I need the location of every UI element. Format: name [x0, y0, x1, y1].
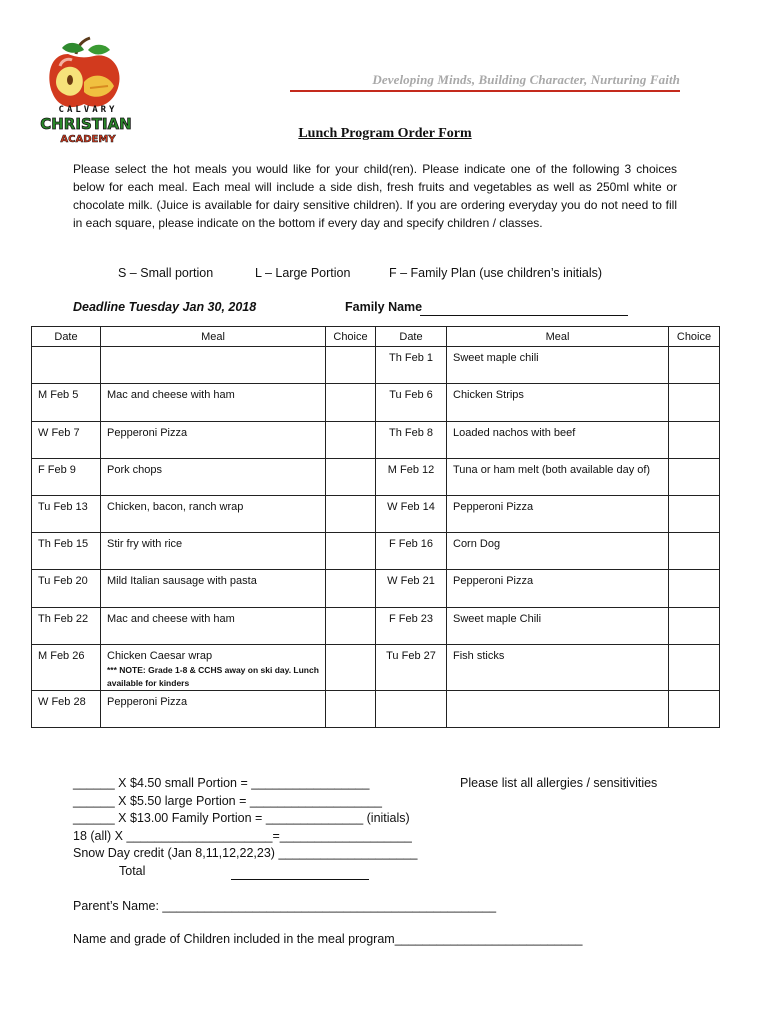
choice-cell[interactable]: [326, 691, 376, 728]
large-portion-line[interactable]: ______ X $5.50 large Portion = ___________________: [73, 793, 382, 808]
family-portion-line[interactable]: ______ X $13.00 Family Portion = ______________ (initials): [73, 811, 410, 825]
meal-cell: Pepperoni Pizza: [101, 422, 326, 459]
date-cell: M Feb 5: [32, 384, 101, 422]
table-row: [32, 384, 720, 422]
choice-cell[interactable]: [326, 645, 376, 691]
date-cell: [376, 691, 447, 728]
meal-cell: Loaded nachos with beef: [447, 422, 669, 459]
tagline-divider: [290, 90, 680, 92]
ski-day-note: *** NOTE: Grade 1-8 & CCHS away on ski day. Lunch available for kinders: [107, 665, 319, 688]
table-row: [32, 570, 720, 608]
date-cell: Th Feb 8: [376, 422, 447, 459]
table-row: [32, 496, 720, 533]
date-cell: W Feb 28: [32, 691, 101, 728]
page-title: Lunch Program Order Form: [298, 126, 472, 141]
snow-day-credit-line[interactable]: Snow Day credit (Jan 8,11,12,22,23) ____________________: [73, 846, 418, 860]
choice-cell[interactable]: [326, 384, 376, 422]
date-cell: Th Feb 22: [32, 608, 101, 645]
choice-cell[interactable]: [669, 459, 720, 496]
choice-cell[interactable]: [669, 496, 720, 533]
svg-text:ACADEMY: ACADEMY: [60, 134, 116, 145]
date-cell: Th Feb 1: [376, 347, 447, 384]
choice-cell[interactable]: [669, 570, 720, 608]
choice-cell[interactable]: [326, 347, 376, 384]
date-cell: W Feb 21: [376, 570, 447, 608]
meal-order-table: [31, 326, 720, 728]
total-label: Total: [119, 863, 146, 878]
meal-cell: Stir fry with rice: [101, 533, 326, 570]
header-meal-right: Meal: [447, 327, 669, 347]
meal-cell: Corn Dog: [447, 533, 669, 570]
header-meal-left: Meal: [101, 327, 326, 347]
meal-cell: Pepperoni Pizza: [447, 496, 669, 533]
total-line: [73, 863, 417, 881]
table-row: [32, 422, 720, 459]
date-cell: Th Feb 15: [32, 533, 101, 570]
svg-text:CALVARY: CALVARY: [58, 105, 118, 115]
table-header-row: [32, 327, 720, 347]
choice-cell[interactable]: [326, 608, 376, 645]
meal-cell: Mac and cheese with ham: [101, 608, 326, 645]
parents-name-field[interactable]: Parent’s Name: ________________________________________________: [73, 899, 497, 913]
header-choice-right: Choice: [669, 327, 720, 347]
meal-cell: Pepperoni Pizza: [447, 570, 669, 608]
choice-cell[interactable]: [669, 645, 720, 691]
instructions-paragraph: Please select the hot meals you would like for your child(ren). Please indicate one of the following 3 choices below for each meal. Each meal will include a side dish, fresh fruits and vegetables as well as 250ml white or chocolate milk. (Juice is available for dairy sensitive children). If you are ordering everyday you do not need to fill in each square, please indicate on the bottom if every day and specify children / classes.: [73, 162, 677, 230]
date-cell: M Feb 12: [376, 459, 447, 496]
meal-cell: [101, 645, 326, 691]
choice-cell[interactable]: [326, 422, 376, 459]
table-row: [32, 608, 720, 645]
table-row: [32, 691, 720, 728]
date-cell: W Feb 7: [32, 422, 101, 459]
date-cell: F Feb 16: [376, 533, 447, 570]
table-row: [32, 347, 720, 384]
choice-cell[interactable]: [326, 570, 376, 608]
total-field[interactable]: [231, 867, 369, 880]
meal-cell: Fish sticks: [447, 645, 669, 691]
school-tagline: Developing Minds, Building Character, Nurturing Faith: [372, 72, 680, 87]
choice-cell[interactable]: [669, 422, 720, 459]
header-choice-left: Choice: [326, 327, 376, 347]
legend-small: S – Small portion: [118, 266, 214, 280]
choice-cell[interactable]: [669, 347, 720, 384]
meal-cell: Pepperoni Pizza: [101, 691, 326, 728]
meal-cell: [101, 347, 326, 384]
date-cell: M Feb 26: [32, 645, 101, 691]
cost-calculation: [73, 775, 417, 880]
date-cell: [32, 347, 101, 384]
order-deadline: Deadline Tuesday Jan 30, 2018: [73, 300, 257, 314]
all-meals-line[interactable]: 18 (all) X _____________________=___________________: [73, 828, 412, 843]
header-date-right: Date: [376, 327, 447, 347]
date-cell: W Feb 14: [376, 496, 447, 533]
family-name-field[interactable]: [420, 315, 628, 316]
table-row: [32, 533, 720, 570]
date-cell: Tu Feb 13: [32, 496, 101, 533]
choice-cell[interactable]: [326, 496, 376, 533]
meal-cell: Mac and cheese with ham: [101, 384, 326, 422]
date-cell: F Feb 23: [376, 608, 447, 645]
date-cell: F Feb 9: [32, 459, 101, 496]
date-cell: Tu Feb 20: [32, 570, 101, 608]
choice-cell[interactable]: [326, 533, 376, 570]
choice-cell[interactable]: [669, 608, 720, 645]
meal-cell: Tuna or ham melt (both available day of): [447, 459, 669, 496]
header-date-left: Date: [32, 327, 101, 347]
meal-cell: Chicken Strips: [447, 384, 669, 422]
children-names-field[interactable]: Name and grade of Children included in the meal program___________________________: [73, 932, 583, 946]
choice-cell[interactable]: [669, 691, 720, 728]
date-cell: Tu Feb 27: [376, 645, 447, 691]
meal-cell: Mild Italian sausage with pasta: [101, 570, 326, 608]
date-cell: Tu Feb 6: [376, 384, 447, 422]
choice-cell[interactable]: [669, 384, 720, 422]
legend-family: F – Family Plan (use children’s initials): [389, 266, 603, 280]
allergies-label: Please list all allergies / sensitivities: [460, 776, 658, 790]
meal-cell: Sweet maple Chili: [447, 608, 669, 645]
svg-text:CHRISTIAN: CHRISTIAN: [40, 115, 132, 133]
meal-cell: [447, 691, 669, 728]
choice-cell[interactable]: [326, 459, 376, 496]
family-name-label: Family Name: [345, 300, 423, 314]
small-portion-line[interactable]: ______ X $4.50 small Portion = _________________: [73, 776, 370, 790]
meal-cell: Pork chops: [101, 459, 326, 496]
meal-cell: Sweet maple chili: [447, 347, 669, 384]
choice-cell[interactable]: [669, 533, 720, 570]
table-row: [32, 645, 720, 691]
meal-cell: Chicken, bacon, ranch wrap: [101, 496, 326, 533]
meal-text: Chicken Caesar wrap: [107, 650, 213, 662]
legend-large: L – Large Portion: [255, 266, 351, 280]
table-row: [32, 459, 720, 496]
